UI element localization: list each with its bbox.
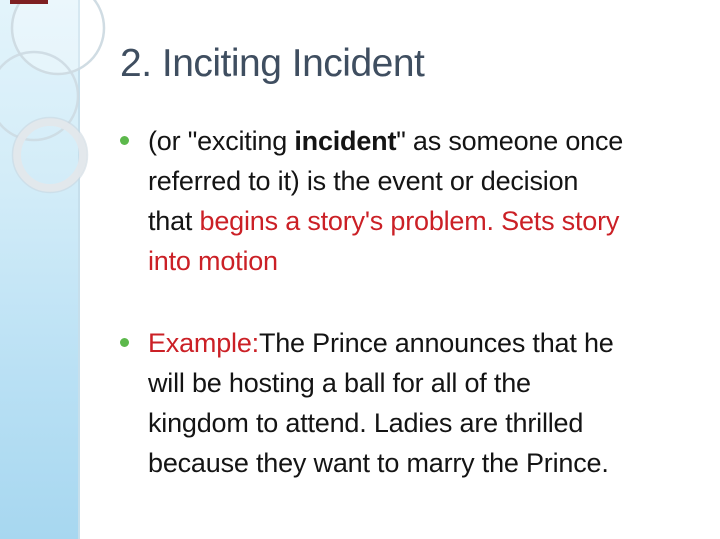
text-segment-red: Example: (148, 328, 259, 358)
bullet-item-2 (120, 323, 720, 483)
red-accent-bar (10, 0, 48, 4)
text-segment-red: into motion (148, 246, 278, 276)
text-segment: referred to it) is the event or decision (148, 166, 579, 196)
bullet-line (148, 323, 720, 363)
text-segment: The Prince announces that he (258, 328, 614, 358)
text-segment: will be hosting a ball for all of the (148, 368, 531, 398)
text-segment: kingdom to attend. Ladies are thrilled (148, 408, 584, 438)
text-segment: " as someone once (396, 126, 624, 156)
slide-content (80, 0, 720, 539)
bullet-dot-icon (120, 136, 129, 145)
bullet-line (148, 241, 720, 281)
bullet-list (120, 121, 720, 483)
text-segment: that (148, 206, 200, 236)
text-segment: because they want to marry the Prince. (148, 448, 609, 478)
sidebar (0, 0, 80, 539)
bullet-line (148, 443, 720, 483)
bullet-line (148, 121, 720, 161)
text-segment-bold: incident (294, 126, 397, 156)
bullet-line (148, 201, 720, 241)
bullet-item-1 (120, 121, 720, 281)
text-segment-red: begins a story's problem. Sets story (199, 206, 620, 236)
text-segment: (or "exciting (148, 126, 295, 156)
slide-title: 2. Inciting Incident (120, 42, 425, 85)
bullet-line (148, 161, 720, 201)
bullet-line (148, 363, 720, 403)
bullet-dot-icon (120, 338, 129, 347)
bullet-line (148, 403, 720, 443)
